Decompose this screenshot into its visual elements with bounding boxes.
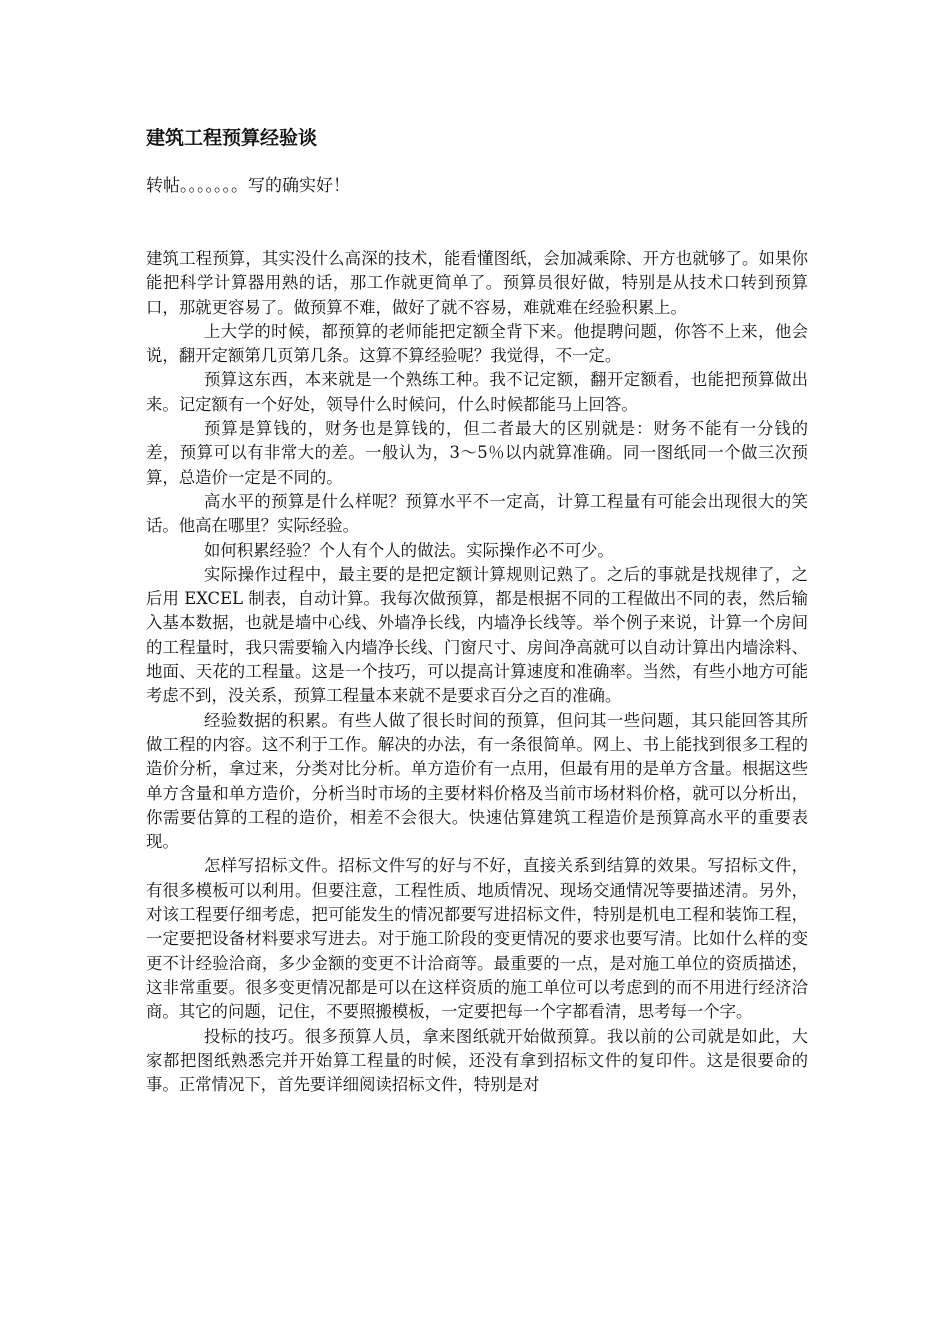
paragraph: 如何积累经验？个人有个人的做法。实际操作必不可少。 [204,540,614,560]
paragraph: 实际操作过程中，最主要的是把定额计算规则记熟了。之后的事就是找规律了，之后用 EXCEL 制表，自动计算。我每次做预算，都是根据不同的工程做出不同的表，然后输入基本数据，也就是墙中心线、外墙净长线，内墙净长线等。举个例子来说，计算一个房间的工程量时，我只需要输入内墙净长线、门窗尺寸、房间净高就可以自动计算出内墙涂料、地面、天花的工程量。这是一个技巧，可以提高计算速度和准确率。当然，有些小地方可能考虑不到，没关系，预算工程量本来就不是要求百分之百的准确。 [146,564,808,706]
paragraph: 预算这东西，本来就是一个熟练工种。我不记定额，翻开定额看，也能把预算做出来。记定额有一个好处，领导什么时候问，什么时候都能马上回答。 [146,370,808,414]
paragraph: 投标的技巧。很多预算人员，拿来图纸就开始做预算。我以前的公司就是如此，大家都把图纸熟悉完并开始算工程量的时候，还没有拿到招标文件的复印件。这是很要命的事。正常情况下，首先要详细阅读招标文件，特别是对 [146,1026,808,1095]
document-body [146,247,808,1097]
paragraph: 建筑工程预算，其实没什么高深的技术，能看懂图纸，会加减乘除、开方也就够了。如果你能把科学计算器用熟的话，那工作就更简单了。预算员很好做，特别是从技术口转到预算口，那就更容易了。做预算不难，做好了就不容易，难就难在经验积累上。 [146,249,808,317]
paragraph: 高水平的预算是什么样呢？预算水平不一定高，计算工程量有可能会出现很大的笑话。他高在哪里？实际经验。 [146,491,808,536]
document-subtitle: 转帖。。。。。。。写的确实好！ [146,176,350,196]
paragraph: 经验数据的积累。有些人做了很长时间的预算，但问其一些问题，其只能回答其所做工程的内容。这不利于工作。解决的办法，有一条很简单。网上、书上能找到很多工程的造价分析，拿过来，分类对比分析。单方造价有一点用，但最有用的是单方含量。根据这些单方含量和单方造价，分析当时市场的主要材料价格及当前市场材料价格，就可以分析出，你需要估算的工程的造价，相差不会很大。快速估算建筑工程造价是预算高水平的重要表现。 [146,710,808,852]
paragraph: 预算是算钱的，财务也是算钱的，但二者最大的区别就是：财务不能有一分钱的差，预算可以有非常大的差。一般认为，3～5％以内就算准确。同一图纸同一个做三次预算，总造价一定是不同的。 [146,419,808,487]
paragraph: 怎样写招标文件。招标文件写的好与不好，直接关系到结算的效果。写招标文件，有很多模板可以利用。但要注意，工程性质、地质情况、现场交通情况等要描述清。另外，对该工程要仔细考虑，把可能发生的情况都要写进招标文件，特别是机电工程和装饰工程，一定要把设备材料要求写进去。对于施工阶段的变更情况的要求也要写清。比如什么样的变更不计经验洽商，多少金额的变更不计洽商等。最重要的一点，是对施工单位的资质描述，这非常重要。很多变更情况都是可以在这样资质的施工单位可以考虑到的而不用进行经济洽商。其它的问题，记住，不要照搬模板，一定要把每一个字都看清，思考每一个字。 [146,856,808,1022]
paragraph: 上大学的时候，都预算的老师能把定额全背下来。他提聘问题，你答不上来，他会说，翻开定额第几页第几条。这算不算经验呢？我觉得，不一定。 [146,321,808,366]
document-title: 建筑工程预算经验谈 [146,127,318,149]
